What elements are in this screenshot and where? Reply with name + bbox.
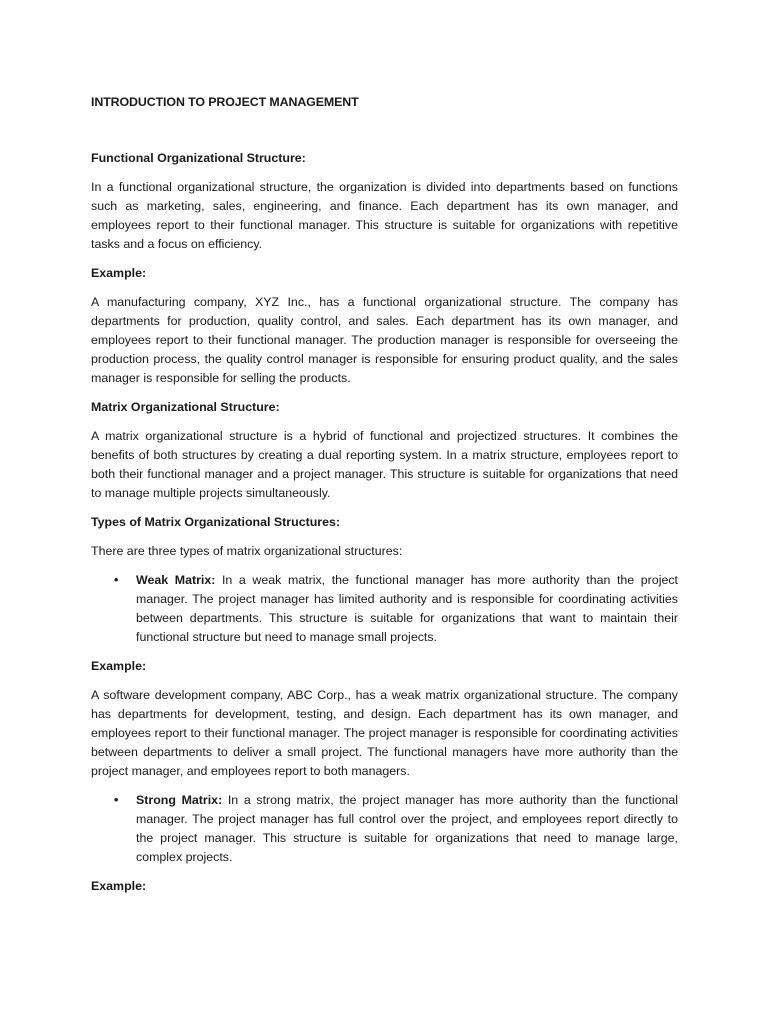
strong-matrix-text: In a strong matrix, the project manager has more authority than the functional manager. The project manager has full control over the project, and employees report directly to the project manager. This structure is suitable for organizations that need to manage large, complex projects.	[136, 793, 678, 864]
weak-matrix-text: In a weak matrix, the functional manager has more authority than the project manager. The project manager has limited authority and is responsible for coordinating activities between departments. This structure is suitable for organizations that want to maintain their functional structure but need to manage small projects.	[136, 573, 678, 644]
weak-matrix-item	[91, 571, 678, 647]
matrix-structure-body: A matrix organizational structure is a hybrid of functional and projectized structures. It combines the benefits of both structures by creating a dual reporting system. In a matrix structure, employees report to both their functional manager and a project manager. This structure is suitable for organizations that need to manage multiple projects simultaneously.	[91, 429, 678, 500]
bullet-icon: •	[114, 793, 119, 807]
strong-matrix-item	[91, 791, 678, 867]
strong-matrix-example-label: Example:	[91, 879, 147, 893]
document-page	[91, 93, 678, 906]
functional-example-body: A manufacturing company, XYZ Inc., has a functional organizational structure. The company has departments for production, quality control, and sales. Each department has its own manager, and employees report to their functional manager. The production manager is responsible for overseeing the production process, the quality control manager is responsible for ensuring product quality, and the sales manager is responsible for selling the products.	[91, 295, 678, 385]
weak-matrix-example-body: A software development company, ABC Corp., has a weak matrix organizational structure. The company has departments for development, testing, and design. Each department has its own manager, and employees report to their functional manager. The project manager is responsible for coordinating activities between departments to deliver a small project. The functional managers have more authority than the project manager, and employees report to both managers.	[91, 688, 678, 778]
matrix-types-heading: Types of Matrix Organizational Structures:	[91, 515, 341, 529]
matrix-structure-heading: Matrix Organizational Structure:	[91, 400, 280, 414]
weak-matrix-example-label: Example:	[91, 659, 147, 673]
matrix-types-intro: There are three types of matrix organizational structures:	[91, 544, 403, 558]
functional-structure-heading: Functional Organizational Structure:	[91, 151, 306, 165]
weak-matrix-term: Weak Matrix:	[136, 573, 216, 587]
strong-matrix-list	[91, 791, 678, 867]
document-title: INTRODUCTION TO PROJECT MANAGEMENT	[91, 95, 359, 109]
strong-matrix-term: Strong Matrix:	[136, 793, 223, 807]
weak-matrix-list	[91, 571, 678, 647]
bullet-icon: •	[114, 573, 119, 587]
functional-example-label: Example:	[91, 266, 147, 280]
functional-structure-body: In a functional organizational structure, the organization is divided into departments based on functions such as marketing, sales, engineering, and finance. Each department has its own manager, and employees report to their functional manager. This structure is suitable for organizations with repetitive tasks and a focus on efficiency.	[91, 180, 678, 251]
